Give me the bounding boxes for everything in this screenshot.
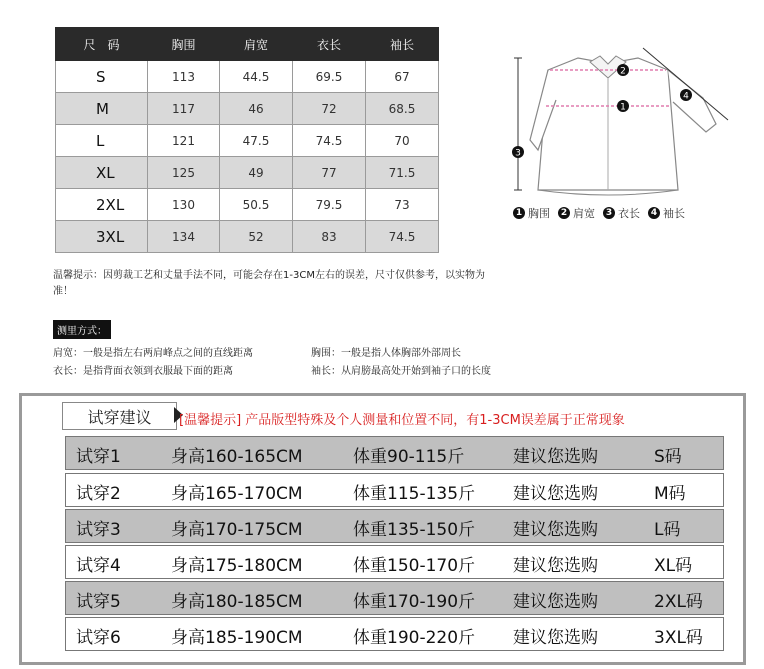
svg-text:4: 4: [683, 91, 689, 102]
header-sleeve: 袖长: [366, 28, 439, 61]
shoulder-cell: 52: [220, 221, 293, 253]
legend-item: 4 袖长: [648, 205, 685, 221]
size-table: [55, 27, 439, 253]
table-row: [56, 189, 439, 221]
chest-cell: 125: [148, 157, 220, 189]
shirt-diagram: [508, 40, 738, 200]
length-desc: 衣长：是指背面衣领到衣服最下面的距离: [53, 366, 233, 377]
length-cell: 77: [293, 157, 366, 189]
header-length: 衣长: [293, 28, 366, 61]
shoulder-cell: 50.5: [220, 189, 293, 221]
svg-text:2: 2: [620, 66, 626, 77]
shoulder-cell: 49: [220, 157, 293, 189]
chest-cell: 134: [148, 221, 220, 253]
chest-cell: 121: [148, 125, 220, 157]
chest-desc: 胸围：一般是指人体胸部外部周长: [311, 348, 461, 359]
recommendation-panel: [19, 393, 746, 665]
sleeve-cell: 67: [366, 61, 439, 93]
sleeve-cell: 73: [366, 189, 439, 221]
recommend-row: 试穿2 身高165-170CM 体重115-135斤 建议您选购 M码: [65, 473, 724, 507]
table-row: [56, 221, 439, 253]
sleeve-cell: 68.5: [366, 93, 439, 125]
recommend-row: 试穿4 身高175-180CM 体重150-170斤 建议您选购 XL码: [65, 545, 724, 579]
size-cell: S: [56, 61, 148, 93]
length-cell: 74.5: [293, 125, 366, 157]
marker-3: [512, 146, 524, 159]
recommend-row: 试穿6 身高185-190CM 体重190-220斤 建议您选购 3XL码: [65, 617, 724, 651]
recommend-title: 试穿建议: [62, 402, 177, 430]
sleeve-cell: 71.5: [366, 157, 439, 189]
legend-item: 3 衣长: [603, 205, 640, 221]
shoulder-cell: 44.5: [220, 61, 293, 93]
svg-text:3: 3: [515, 148, 521, 159]
size-cell: XL: [56, 157, 148, 189]
sleeve-cell: 70: [366, 125, 439, 157]
legend-item: 1 胸围: [513, 205, 550, 221]
legend-item: 2 肩宽: [558, 205, 595, 221]
length-cell: 83: [293, 221, 366, 253]
size-cell: 3XL: [56, 221, 148, 253]
header-chest: 胸围: [148, 28, 220, 61]
shoulder-cell: 47.5: [220, 125, 293, 157]
tip-text: 温馨提示：因剪裁工艺和丈量手法不同，可能会存在1-3CM左右的误差，尺寸仅供参考，以实物为准！: [53, 270, 485, 297]
table-row: [56, 125, 439, 157]
method-title: 测里方式：: [53, 320, 111, 339]
header-size: 尺 码: [56, 28, 148, 61]
chest-cell: 117: [148, 93, 220, 125]
size-table-header: [56, 28, 439, 61]
shoulder-desc: 肩宽：一般是指左右两肩峰点之间的直线距离: [53, 348, 253, 359]
chest-cell: 130: [148, 189, 220, 221]
size-cell: M: [56, 93, 148, 125]
shoulder-cell: 46: [220, 93, 293, 125]
length-cell: 79.5: [293, 189, 366, 221]
table-row: [56, 157, 439, 189]
length-cell: 72: [293, 93, 366, 125]
svg-text:1: 1: [620, 102, 626, 113]
recommend-row: 试穿3 身高170-175CM 体重135-150斤 建议您选购 L码: [65, 509, 724, 543]
sleeve-cell: 74.5: [366, 221, 439, 253]
size-cell: L: [56, 125, 148, 157]
sleeve-desc: 袖长：从肩膀最高处开始到袖子口的长度: [311, 366, 491, 377]
size-cell: 2XL: [56, 189, 148, 221]
recommend-row: 试穿5 身高180-185CM 体重170-190斤 建议您选购 2XL码: [65, 581, 724, 615]
table-row: [56, 93, 439, 125]
recommend-notice: [温馨提示] 产品版型特殊及个人测量和位置不同，有1-3CM误差属于正常现象: [179, 413, 625, 428]
chest-cell: 113: [148, 61, 220, 93]
diagram-legend: [513, 205, 685, 221]
length-cell: 69.5: [293, 61, 366, 93]
table-row: [56, 61, 439, 93]
header-shoulder: 肩宽: [220, 28, 293, 61]
recommend-row: 试穿1 身高160-165CM 体重90-115斤 建议您选购 S码: [65, 436, 724, 470]
